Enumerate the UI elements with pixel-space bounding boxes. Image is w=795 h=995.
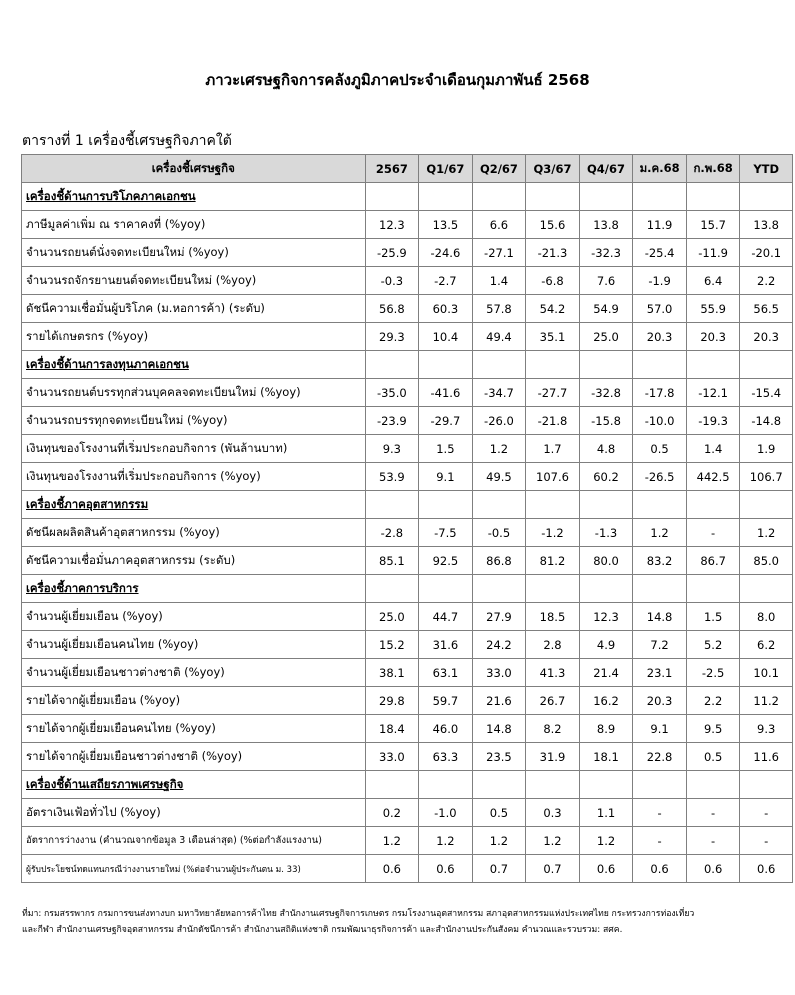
value-cell: 0.6: [740, 855, 793, 883]
value-cell: 1.2: [365, 827, 419, 855]
value-cell: 41.3: [526, 659, 580, 687]
empty-cell: [365, 491, 419, 519]
value-cell: -14.8: [740, 407, 793, 435]
value-cell: -20.1: [740, 239, 793, 267]
empty-cell: [740, 351, 793, 379]
row-label: รายได้จากผู้เยี่ยมเยือนชาวต่างชาติ (%yoy): [22, 743, 366, 771]
value-cell: -0.5: [472, 519, 526, 547]
footnote-line-1: ที่มา: กรมสรรพากร กรมการขนส่งทางบก มหาวิทยาลัยหอการค้าไทย สำนักงานเศรษฐกิจการเกษตร กรมโรงงานอุตสาหกรรม สภาอุตสาหกรรมแห่งประเทศไทย กระทรวงการท่องเที่ยว: [22, 909, 695, 919]
value-cell: 18.5: [526, 603, 580, 631]
value-cell: -1.3: [579, 519, 633, 547]
value-cell: 56.8: [365, 295, 419, 323]
header-period: ม.ค.68: [633, 155, 687, 183]
value-cell: 12.3: [579, 603, 633, 631]
value-cell: 15.6: [526, 211, 580, 239]
value-cell: 6.6: [472, 211, 526, 239]
value-cell: 442.5: [686, 463, 740, 491]
value-cell: 0.7: [472, 855, 526, 883]
empty-cell: [526, 351, 580, 379]
table-row: [22, 239, 793, 267]
value-cell: 49.5: [472, 463, 526, 491]
value-cell: 83.2: [633, 547, 687, 575]
value-cell: 1.2: [633, 519, 687, 547]
table-row: [22, 743, 793, 771]
value-cell: 85.1: [365, 547, 419, 575]
value-cell: -1.9: [633, 267, 687, 295]
value-cell: 12.3: [365, 211, 419, 239]
table-caption: ตารางที่ 1 เครื่องชี้เศรษฐกิจภาคใต้: [22, 133, 232, 149]
value-cell: -12.1: [686, 379, 740, 407]
value-cell: -7.5: [419, 519, 473, 547]
value-cell: 13.8: [579, 211, 633, 239]
table-row: [22, 407, 793, 435]
value-cell: 85.0: [740, 547, 793, 575]
row-label: อัตราการว่างงาน (คำนวณจากข้อมูล 3 เดือนล่าสุด) (%ต่อกำลังแรงงาน): [22, 827, 366, 855]
row-label: ดัชนีผลผลิตสินค้าอุตสาหกรรม (%yoy): [22, 519, 366, 547]
value-cell: 60.2: [579, 463, 633, 491]
empty-cell: [686, 575, 740, 603]
value-cell: 1.1: [579, 799, 633, 827]
value-cell: 107.6: [526, 463, 580, 491]
empty-cell: [740, 491, 793, 519]
value-cell: 9.3: [365, 435, 419, 463]
section-title: เครื่องชี้ภาคการบริการ: [22, 575, 366, 603]
empty-cell: [686, 491, 740, 519]
empty-cell: [472, 183, 526, 211]
empty-cell: [365, 575, 419, 603]
section-row: [22, 351, 793, 379]
value-cell: 1.4: [472, 267, 526, 295]
row-label: รายได้จากผู้เยี่ยมเยือน (%yoy): [22, 687, 366, 715]
empty-cell: [686, 771, 740, 799]
value-cell: -: [686, 799, 740, 827]
value-cell: 25.0: [579, 323, 633, 351]
empty-cell: [526, 183, 580, 211]
header-period: Q2/67: [472, 155, 526, 183]
empty-cell: [686, 351, 740, 379]
value-cell: -: [633, 827, 687, 855]
value-cell: -24.6: [419, 239, 473, 267]
value-cell: -32.3: [579, 239, 633, 267]
empty-cell: [472, 771, 526, 799]
value-cell: 20.3: [686, 323, 740, 351]
value-cell: 11.6: [740, 743, 793, 771]
value-cell: 11.9: [633, 211, 687, 239]
value-cell: 0.3: [526, 799, 580, 827]
value-cell: -0.3: [365, 267, 419, 295]
value-cell: 23.1: [633, 659, 687, 687]
table-row: [22, 379, 793, 407]
value-cell: 1.2: [419, 827, 473, 855]
value-cell: 29.3: [365, 323, 419, 351]
empty-cell: [579, 575, 633, 603]
table-row: [22, 715, 793, 743]
value-cell: 7.2: [633, 631, 687, 659]
value-cell: 6.2: [740, 631, 793, 659]
value-cell: 27.9: [472, 603, 526, 631]
value-cell: 57.0: [633, 295, 687, 323]
section-title: เครื่องชี้ด้านการบริโภคภาคเอกชน: [22, 183, 366, 211]
table-row: [22, 267, 793, 295]
value-cell: 9.3: [740, 715, 793, 743]
value-cell: 25.0: [365, 603, 419, 631]
value-cell: 8.0: [740, 603, 793, 631]
empty-cell: [419, 351, 473, 379]
value-cell: 1.2: [740, 519, 793, 547]
value-cell: 0.5: [472, 799, 526, 827]
value-cell: -2.8: [365, 519, 419, 547]
value-cell: 80.0: [579, 547, 633, 575]
empty-cell: [633, 491, 687, 519]
value-cell: -25.9: [365, 239, 419, 267]
value-cell: -2.7: [419, 267, 473, 295]
empty-cell: [633, 351, 687, 379]
empty-cell: [472, 351, 526, 379]
row-label: ผู้รับประโยชน์ทดแทนกรณีว่างงานรายใหม่ (%ต่อจำนวนผู้ประกันตน ม. 33): [22, 855, 366, 883]
footnote-line-2: และกีฬา สำนักงานเศรษฐกิจอุตสาหกรรม สำนักดัชนีการค้า สำนักงานสถิติแห่งชาติ กรมพัฒนาธุรกิจการค้า และสำนักงานประกันสังคม คำนวณและรวบรวม: สศค.: [22, 925, 623, 935]
footnote: [22, 906, 792, 938]
value-cell: 86.7: [686, 547, 740, 575]
value-cell: 8.2: [526, 715, 580, 743]
value-cell: 20.3: [633, 323, 687, 351]
empty-cell: [633, 575, 687, 603]
value-cell: 22.8: [633, 743, 687, 771]
table-row: [22, 435, 793, 463]
value-cell: -21.8: [526, 407, 580, 435]
value-cell: -15.4: [740, 379, 793, 407]
value-cell: -26.0: [472, 407, 526, 435]
row-label: ดัชนีความเชื่อมั่นภาคอุตสาหกรรม (ระดับ): [22, 547, 366, 575]
empty-cell: [365, 771, 419, 799]
value-cell: -: [686, 519, 740, 547]
value-cell: 0.5: [633, 435, 687, 463]
table-row: [22, 827, 793, 855]
value-cell: 1.5: [686, 603, 740, 631]
value-cell: 57.8: [472, 295, 526, 323]
value-cell: 5.2: [686, 631, 740, 659]
value-cell: 63.1: [419, 659, 473, 687]
header-indicator: เครื่องชี้เศรษฐกิจ: [22, 155, 366, 183]
value-cell: 92.5: [419, 547, 473, 575]
value-cell: -34.7: [472, 379, 526, 407]
value-cell: -1.2: [526, 519, 580, 547]
value-cell: 53.9: [365, 463, 419, 491]
row-label: เงินทุนของโรงงานที่เริ่มประกอบกิจการ (พันล้านบาท): [22, 435, 366, 463]
value-cell: -27.1: [472, 239, 526, 267]
row-label: จำนวนรถยนต์นั่งจดทะเบียนใหม่ (%yoy): [22, 239, 366, 267]
header-period: ก.พ.68: [686, 155, 740, 183]
table-row: [22, 323, 793, 351]
value-cell: -: [633, 799, 687, 827]
section-row: [22, 491, 793, 519]
value-cell: 38.1: [365, 659, 419, 687]
value-cell: -26.5: [633, 463, 687, 491]
value-cell: 33.0: [472, 659, 526, 687]
row-label: จำนวนผู้เยี่ยมเยือนคนไทย (%yoy): [22, 631, 366, 659]
value-cell: 10.4: [419, 323, 473, 351]
value-cell: 31.6: [419, 631, 473, 659]
row-label: ดัชนีความเชื่อมั่นผู้บริโภค (ม.หอการค้า) (ระดับ): [22, 295, 366, 323]
value-cell: 21.4: [579, 659, 633, 687]
value-cell: 29.8: [365, 687, 419, 715]
row-label: จำนวนผู้เยี่ยมเยือน (%yoy): [22, 603, 366, 631]
value-cell: 6.4: [686, 267, 740, 295]
value-cell: 0.6: [579, 855, 633, 883]
value-cell: 4.8: [579, 435, 633, 463]
empty-cell: [579, 351, 633, 379]
value-cell: -19.3: [686, 407, 740, 435]
header-period: Q4/67: [579, 155, 633, 183]
row-label: รายได้เกษตรกร (%yoy): [22, 323, 366, 351]
section-row: [22, 575, 793, 603]
value-cell: 46.0: [419, 715, 473, 743]
header-period: Q3/67: [526, 155, 580, 183]
value-cell: -6.8: [526, 267, 580, 295]
empty-cell: [579, 771, 633, 799]
value-cell: 49.4: [472, 323, 526, 351]
value-cell: -29.7: [419, 407, 473, 435]
value-cell: 33.0: [365, 743, 419, 771]
value-cell: -25.4: [633, 239, 687, 267]
row-label: จำนวนรถบรรทุกจดทะเบียนใหม่ (%yoy): [22, 407, 366, 435]
table-header-row: [22, 155, 793, 183]
empty-cell: [419, 491, 473, 519]
table-row: [22, 295, 793, 323]
value-cell: 20.3: [740, 323, 793, 351]
value-cell: 0.6: [686, 855, 740, 883]
value-cell: 7.6: [579, 267, 633, 295]
value-cell: -: [740, 827, 793, 855]
section-title: เครื่องชี้ด้านเสถียรภาพเศรษฐกิจ: [22, 771, 366, 799]
table-row: [22, 603, 793, 631]
value-cell: 106.7: [740, 463, 793, 491]
value-cell: 9.1: [419, 463, 473, 491]
row-label: ภาษีมูลค่าเพิ่ม ณ ราคาคงที่ (%yoy): [22, 211, 366, 239]
empty-cell: [686, 183, 740, 211]
value-cell: 0.6: [365, 855, 419, 883]
table-row: [22, 211, 793, 239]
value-cell: 2.2: [740, 267, 793, 295]
value-cell: 16.2: [579, 687, 633, 715]
header-period: Q1/67: [419, 155, 473, 183]
row-label: เงินทุนของโรงงานที่เริ่มประกอบกิจการ (%yoy): [22, 463, 366, 491]
value-cell: 60.3: [419, 295, 473, 323]
empty-cell: [472, 575, 526, 603]
table-row: [22, 855, 793, 883]
table-row: [22, 547, 793, 575]
value-cell: 10.1: [740, 659, 793, 687]
value-cell: -1.0: [419, 799, 473, 827]
section-title: เครื่องชี้ภาคอุตสาหกรรม: [22, 491, 366, 519]
indicator-table: [21, 154, 793, 883]
empty-cell: [419, 183, 473, 211]
value-cell: -: [686, 827, 740, 855]
table-row: [22, 631, 793, 659]
value-cell: -2.5: [686, 659, 740, 687]
row-label: รายได้จากผู้เยี่ยมเยือนคนไทย (%yoy): [22, 715, 366, 743]
value-cell: 1.7: [526, 435, 580, 463]
value-cell: 15.7: [686, 211, 740, 239]
empty-cell: [740, 575, 793, 603]
value-cell: 1.9: [740, 435, 793, 463]
header-period: YTD: [740, 155, 793, 183]
value-cell: 31.9: [526, 743, 580, 771]
value-cell: 55.9: [686, 295, 740, 323]
table-row: [22, 519, 793, 547]
value-cell: 2.8: [526, 631, 580, 659]
value-cell: -: [740, 799, 793, 827]
value-cell: 2.2: [686, 687, 740, 715]
value-cell: -21.3: [526, 239, 580, 267]
empty-cell: [419, 575, 473, 603]
value-cell: 0.6: [419, 855, 473, 883]
value-cell: 4.9: [579, 631, 633, 659]
value-cell: 59.7: [419, 687, 473, 715]
value-cell: -41.6: [419, 379, 473, 407]
empty-cell: [365, 351, 419, 379]
value-cell: 1.2: [472, 827, 526, 855]
empty-cell: [526, 771, 580, 799]
value-cell: 0.6: [633, 855, 687, 883]
empty-cell: [526, 491, 580, 519]
value-cell: -10.0: [633, 407, 687, 435]
value-cell: 35.1: [526, 323, 580, 351]
value-cell: -27.7: [526, 379, 580, 407]
header-period: 2567: [365, 155, 419, 183]
row-label: จำนวนรถยนต์บรรทุกส่วนบุคคลจดทะเบียนใหม่ (%yoy): [22, 379, 366, 407]
table-row: [22, 687, 793, 715]
empty-cell: [740, 771, 793, 799]
row-label: อัตราเงินเฟ้อทั่วไป (%yoy): [22, 799, 366, 827]
value-cell: 8.9: [579, 715, 633, 743]
value-cell: -35.0: [365, 379, 419, 407]
value-cell: 1.4: [686, 435, 740, 463]
value-cell: 14.8: [472, 715, 526, 743]
value-cell: 1.2: [526, 827, 580, 855]
empty-cell: [579, 491, 633, 519]
empty-cell: [740, 183, 793, 211]
value-cell: 1.2: [579, 827, 633, 855]
empty-cell: [633, 183, 687, 211]
empty-cell: [526, 575, 580, 603]
value-cell: 18.1: [579, 743, 633, 771]
value-cell: 9.5: [686, 715, 740, 743]
value-cell: 18.4: [365, 715, 419, 743]
value-cell: 54.2: [526, 295, 580, 323]
value-cell: 24.2: [472, 631, 526, 659]
table-row: [22, 659, 793, 687]
row-label: จำนวนผู้เยี่ยมเยือนชาวต่างชาติ (%yoy): [22, 659, 366, 687]
page-title: ภาวะเศรษฐกิจการคลังภูมิภาคประจำเดือนกุมภาพันธ์ 2568: [205, 71, 590, 89]
value-cell: 9.1: [633, 715, 687, 743]
value-cell: 0.2: [365, 799, 419, 827]
value-cell: -17.8: [633, 379, 687, 407]
value-cell: 20.3: [633, 687, 687, 715]
value-cell: 44.7: [419, 603, 473, 631]
table-body: [22, 183, 793, 883]
value-cell: 86.8: [472, 547, 526, 575]
value-cell: 81.2: [526, 547, 580, 575]
value-cell: 26.7: [526, 687, 580, 715]
value-cell: -32.8: [579, 379, 633, 407]
value-cell: -15.8: [579, 407, 633, 435]
value-cell: -23.9: [365, 407, 419, 435]
value-cell: 63.3: [419, 743, 473, 771]
empty-cell: [633, 771, 687, 799]
value-cell: 21.6: [472, 687, 526, 715]
section-row: [22, 771, 793, 799]
value-cell: 1.5: [419, 435, 473, 463]
value-cell: 0.5: [686, 743, 740, 771]
empty-cell: [579, 183, 633, 211]
value-cell: 14.8: [633, 603, 687, 631]
table-row: [22, 799, 793, 827]
empty-cell: [419, 771, 473, 799]
value-cell: 56.5: [740, 295, 793, 323]
value-cell: 54.9: [579, 295, 633, 323]
value-cell: 1.2: [472, 435, 526, 463]
value-cell: 0.7: [526, 855, 580, 883]
table-row: [22, 463, 793, 491]
empty-cell: [472, 491, 526, 519]
value-cell: 15.2: [365, 631, 419, 659]
empty-cell: [365, 183, 419, 211]
value-cell: 11.2: [740, 687, 793, 715]
row-label: จำนวนรถจักรยานยนต์จดทะเบียนใหม่ (%yoy): [22, 267, 366, 295]
value-cell: 23.5: [472, 743, 526, 771]
value-cell: -11.9: [686, 239, 740, 267]
section-title: เครื่องชี้ด้านการลงทุนภาคเอกชน: [22, 351, 366, 379]
value-cell: 13.5: [419, 211, 473, 239]
section-row: [22, 183, 793, 211]
value-cell: 13.8: [740, 211, 793, 239]
